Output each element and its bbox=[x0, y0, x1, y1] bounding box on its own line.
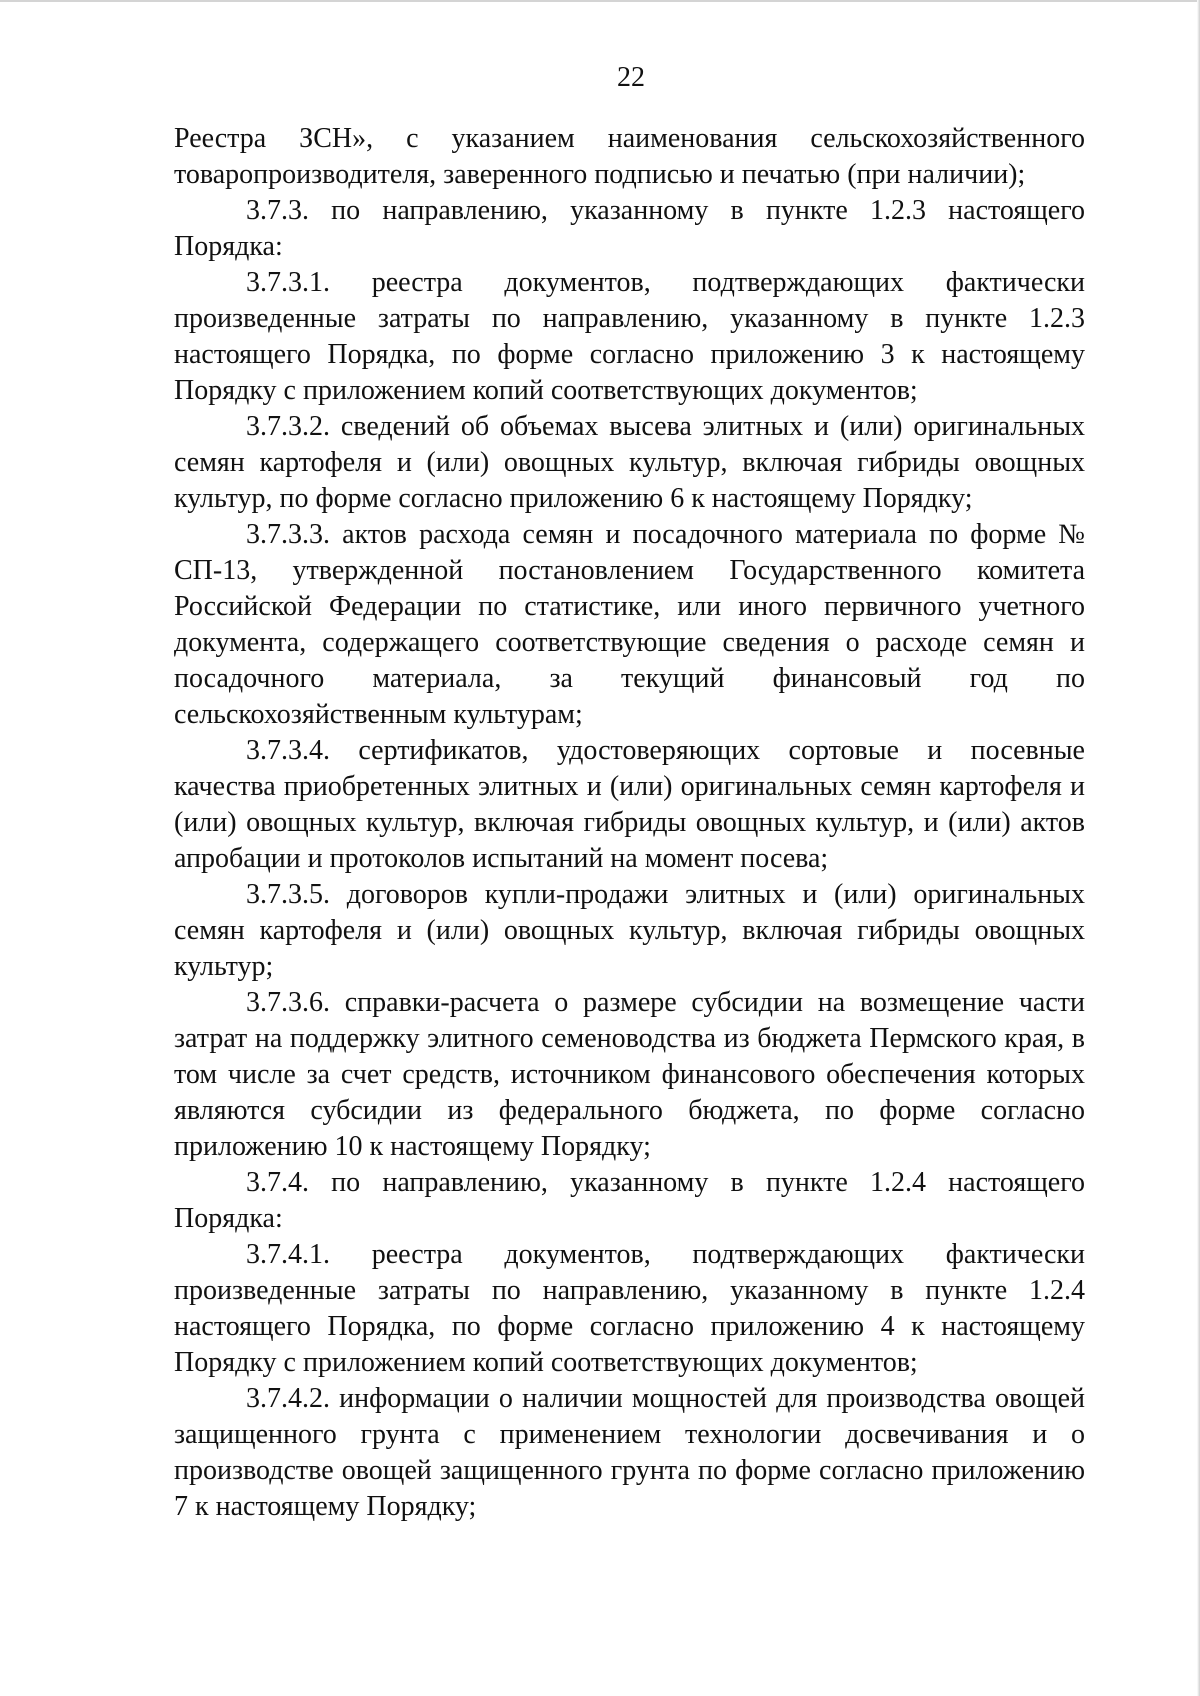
paragraph-3-7-4-1: 3.7.4.1. реестра документов, подтверждающих фактически произведенные затраты по направлению, указанному в пункте 1.2.4 настоящего Порядка, по форме согласно приложению 4 к настоящему Порядку с приложением копий соответствующих документов; bbox=[174, 1239, 1085, 1378]
paragraph-3-7-4-2: 3.7.4.2. информации о наличии мощностей для производства овощей защищенного грунта с применением технологии досвечивания и о производстве овощей защищенного грунта по форме согласно приложению 7 к настоящему Порядку; bbox=[174, 1383, 1085, 1522]
paragraph-3-7-4: 3.7.4. по направлению, указанному в пункте 1.2.4 настоящего Порядка: bbox=[174, 1167, 1085, 1234]
paragraph-3-7-3: 3.7.3. по направлению, указанному в пункте 1.2.3 настоящего Порядка: bbox=[174, 195, 1085, 262]
paragraph-3-7-3-4: 3.7.3.4. сертификатов, удостоверяющих сортовые и посевные качества приобретенных элитных и (или) оригинальных семян картофеля и (или) овощных культур, включая гибриды овощных культур, и (или) актов апробации и протоколов испытаний на момент посева; bbox=[174, 735, 1085, 874]
document-body bbox=[174, 121, 1085, 1525]
paragraph-3-7-3-1: 3.7.3.1. реестра документов, подтверждающих фактически произведенные затраты по направлению, указанному в пункте 1.2.3 настоящего Порядка, по форме согласно приложению 3 к настоящему Порядку с приложением копий соответствующих документов; bbox=[174, 267, 1085, 406]
paragraph-continuation: Реестра ЗСН», с указанием наименования сельскохозяйственного товаропроизводителя, заверенного подписью и печатью (при наличии); bbox=[174, 123, 1085, 190]
paragraph-3-7-3-5: 3.7.3.5. договоров купли-продажи элитных и (или) оригинальных семян картофеля и (или) овощных культур, включая гибриды овощных культур; bbox=[174, 879, 1085, 982]
paragraph-3-7-3-6: 3.7.3.6. справки-расчета о размере субсидии на возмещение части затрат на поддержку элитного семеноводства из бюджета Пермского края, в том числе за счет средств, источником финансового обеспечения которых являются субсидии из федерального бюджета, по форме согласно приложению 10 к настоящему Порядку; bbox=[174, 987, 1085, 1162]
scan-top-edge bbox=[0, 0, 1200, 2]
paragraph-3-7-3-2: 3.7.3.2. сведений об объемах высева элитных и (или) оригинальных семян картофеля и (или) овощных культур, включая гибриды овощных культур, по форме согласно приложению 6 к настоящему Порядку; bbox=[174, 411, 1085, 514]
paragraph-3-7-3-3: 3.7.3.3. актов расхода семян и посадочного материала по форме № СП-13, утвержденной постановлением Государственного комитета Российской Федерации по статистике, или иного первичного учетного документа, содержащего соответствующие сведения о расходе семян и посадочного материала, за текущий финансовый год по сельскохозяйственным культурам; bbox=[174, 519, 1085, 730]
page-number: 22 bbox=[617, 62, 645, 93]
